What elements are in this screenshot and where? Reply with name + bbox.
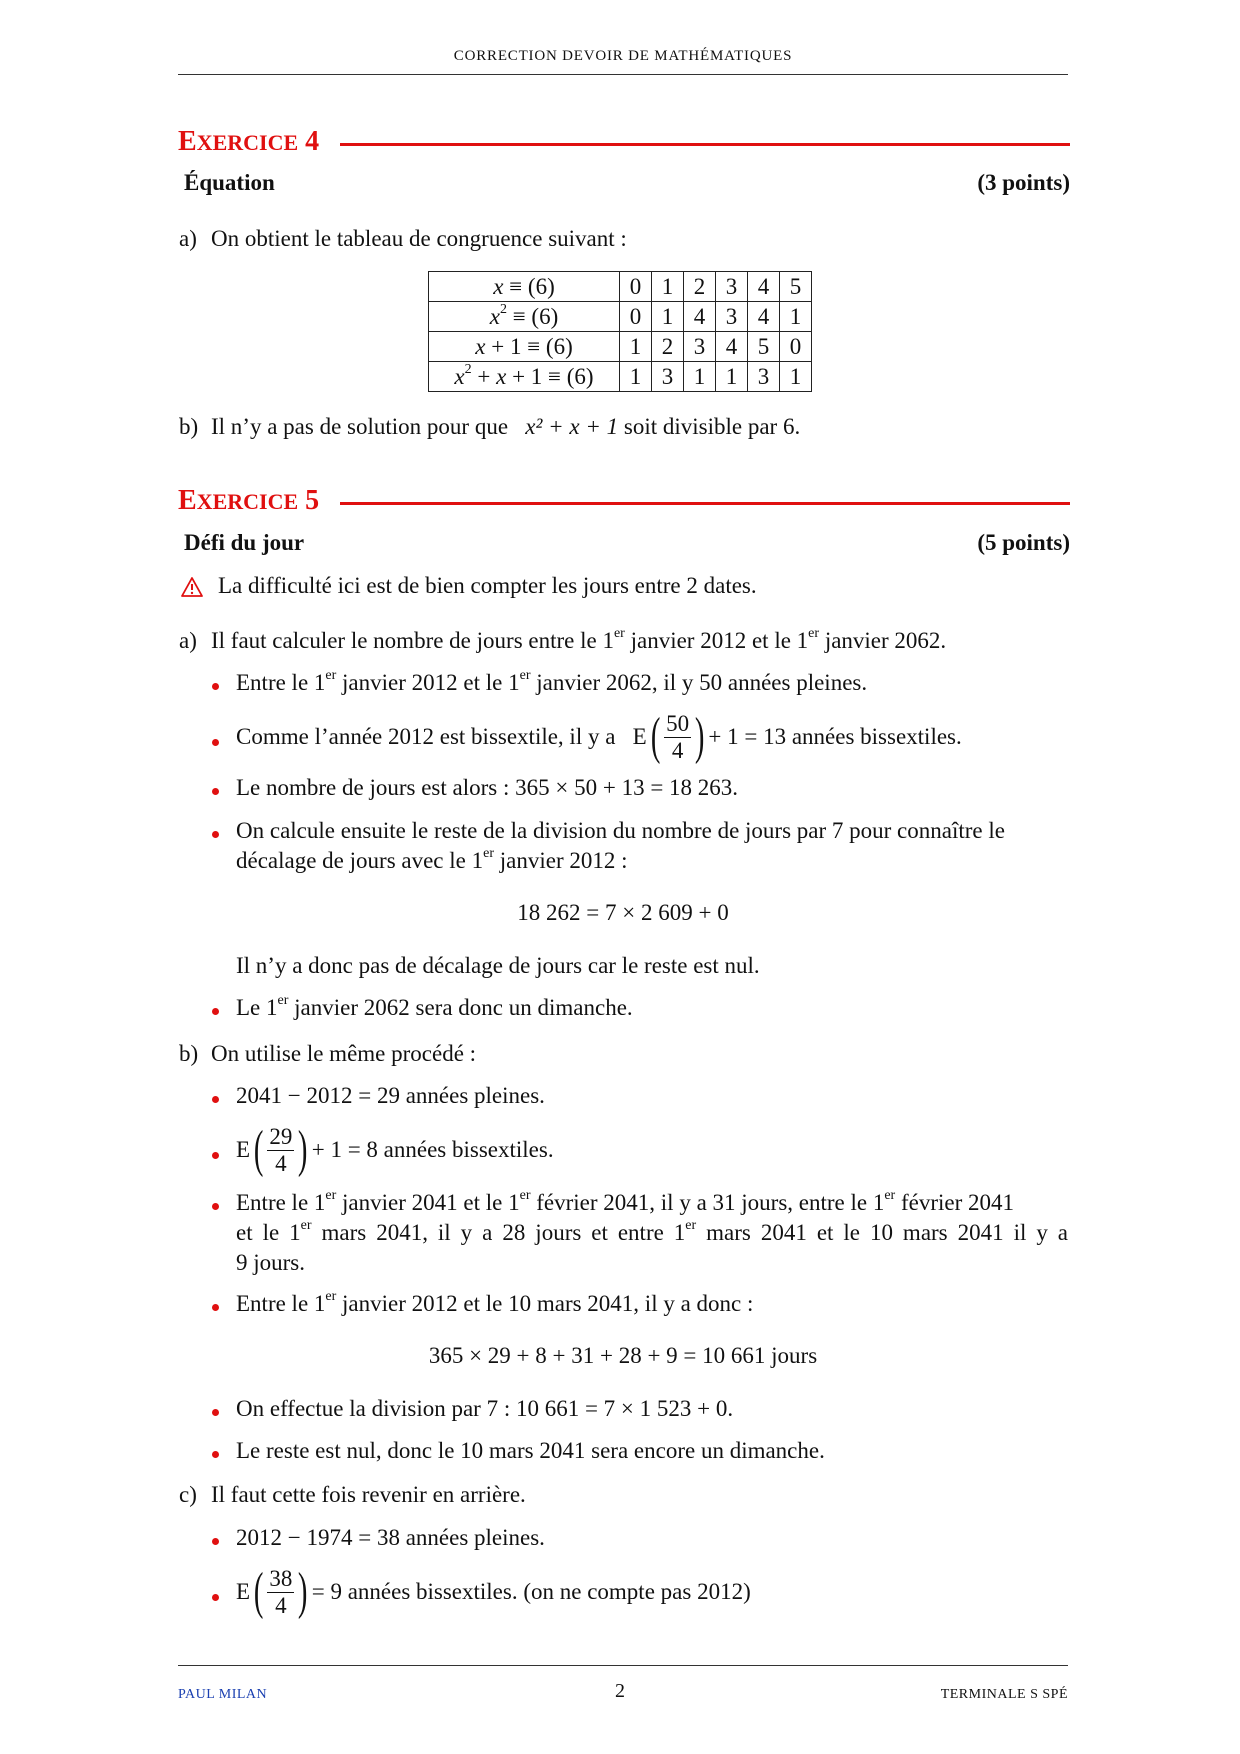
- table-row: [429, 332, 812, 362]
- table-cell: 4: [716, 332, 748, 362]
- table-cell: 3: [748, 362, 780, 392]
- ex5-a-label: a): [179, 628, 197, 653]
- ex5-b-text: On utilise le même procédé :: [211, 1041, 477, 1066]
- table-cell: 0: [780, 332, 812, 362]
- ex5-a-after-equation: Il n’y a donc pas de décalage de jours car le reste est nul.: [236, 953, 760, 978]
- table-row-label: x ≡ (6): [429, 272, 620, 302]
- bullet: [212, 831, 219, 838]
- table-cell: 1: [620, 362, 652, 392]
- ex5-b-bullet-4: Entre le 1er janvier 2012 et le 10 mars 2041, il y a donc :: [236, 1289, 754, 1316]
- table-cell: 4: [748, 302, 780, 332]
- bullet: [212, 1594, 219, 1601]
- ex4-b-text: Il n’y a pas de solution pour que x² + x + 1 soit divisible par 6.: [211, 414, 801, 439]
- table-cell: 3: [716, 302, 748, 332]
- bullet: [212, 1008, 219, 1015]
- table-row-label: $x^2 + x + 1 \equiv (6)$: [429, 362, 620, 392]
- exercise-5-subtitle: Défi du jour: [184, 530, 305, 555]
- table-cell: 1: [620, 332, 652, 362]
- ex5-b-bullet-2: E ( $\frac{29}{4}$ ) + 1 = 8 années bissextiles.: [236, 1121, 554, 1178]
- table-cell: 0: [620, 302, 652, 332]
- table-cell: 5: [780, 272, 812, 302]
- ex4-b-label: b): [179, 414, 199, 439]
- ex5-a-bullet-1: Entre le 1er janvier 2012 et le 1er janvier 2062, il y 50 années pleines.: [236, 668, 868, 695]
- bullet: [212, 1538, 219, 1545]
- ex5-a-bullet-3: Le nombre de jours est alors : 365 × 50 + 13 = 18 263.: [236, 775, 739, 800]
- table-cell: 1: [652, 272, 684, 302]
- ex5-a-bullet-4-line-2: décalage de jours avec le 1er janvier 2012 :: [236, 846, 628, 873]
- page-number: 2: [615, 1680, 625, 1702]
- table-row: [429, 362, 812, 392]
- table-cell: 3: [684, 332, 716, 362]
- table-cell: 1: [684, 362, 716, 392]
- warning-triangle-icon: [180, 576, 204, 604]
- ex5-a-bullet-2: Comme l’année 2012 est bissextile, il y a E ( $\frac{50}{4}$ ) + 1 = 13 années bissextiles.: [236, 708, 962, 765]
- ex5-c-text: Il faut cette fois revenir en arrière.: [211, 1482, 526, 1507]
- running-header: CORRECTION DEVOIR DE MATHÉMATIQUES: [453, 48, 793, 64]
- ex5-b-bullet-6: Le reste est nul, donc le 10 mars 2041 sera encore un dimanche.: [236, 1438, 825, 1463]
- table-cell: 2: [684, 272, 716, 302]
- ex5-c-label: c): [179, 1482, 197, 1507]
- ex5-a-bullet-5: Le 1er janvier 2062 sera donc un dimanche.: [236, 993, 633, 1020]
- bullet: [212, 1409, 219, 1416]
- bullet: [212, 739, 219, 746]
- ex5-b-bullet-1: 2041 − 2012 = 29 années pleines.: [236, 1083, 545, 1108]
- table-row: [429, 302, 812, 332]
- exercise-4-title: EXERCICE 4: [178, 126, 320, 157]
- exercise-4-points: (3 points): [977, 170, 1070, 195]
- ex5-a-equation: 18 262 = 7 × 2 609 + 0: [517, 900, 729, 925]
- ex4-a-label: a): [179, 226, 197, 251]
- ex4-a-text: On obtient le tableau de congruence suivant :: [211, 226, 627, 251]
- bullet: [212, 1096, 219, 1103]
- ex5-b-bullet-5: On effectue la division par 7 : 10 661 = 7 × 1 523 + 0.: [236, 1396, 734, 1421]
- header-rule: [178, 74, 1068, 75]
- bullet: [212, 1451, 219, 1458]
- bullet: [212, 1304, 219, 1311]
- ex5-a-text: Il faut calculer le nombre de jours entre le 1er janvier 2012 et le 1er janvier 2062.: [211, 626, 947, 653]
- table-cell: 1: [780, 302, 812, 332]
- ex5-b-bullet-3-line-3: 9 jours.: [236, 1250, 305, 1275]
- exercise-5-points: (5 points): [977, 530, 1070, 555]
- warning-text: La difficulté ici est de bien compter les jours entre 2 dates.: [218, 573, 757, 598]
- table-row-label: x + 1 ≡ (6): [429, 332, 620, 362]
- table-row-label: $x^2 \equiv (6)$: [429, 302, 620, 332]
- bullet: [212, 683, 219, 690]
- ex5-b-equation: 365 × 29 + 8 + 31 + 28 + 9 = 10 661 jours: [428, 1343, 818, 1368]
- table-cell: 4: [748, 272, 780, 302]
- table-cell: 4: [684, 302, 716, 332]
- ex5-b-label: b): [179, 1041, 199, 1066]
- ex5-b-bullet-3-line-1: Entre le 1er janvier 2041 et le 1er février 2041, il y a 31 jours, entre le 1er février 2041: [236, 1188, 1015, 1215]
- ex5-c-bullet-2: E ( $\frac{38}{4}$ ) = 9 années bissextiles. (on ne compte pas 2012): [236, 1563, 751, 1620]
- exercise-5-rule: [340, 502, 1070, 505]
- exercise-4-subtitle: Équation: [184, 170, 275, 195]
- exercise-4-rule: [340, 143, 1070, 146]
- footer-author: PAUL MILAN: [178, 1687, 268, 1702]
- table-cell: 1: [716, 362, 748, 392]
- footer-rule: [178, 1665, 1068, 1666]
- bullet: [212, 788, 219, 795]
- exercise-5-title: EXERCICE 5: [178, 485, 320, 516]
- table-cell: 0: [620, 272, 652, 302]
- ex5-a-bullet-4-line-1: On calcule ensuite le reste de la division du nombre de jours par 7 pour connaître le: [236, 818, 1005, 843]
- congruence-table: [428, 271, 812, 392]
- table-cell: 1: [780, 362, 812, 392]
- table-cell: 5: [748, 332, 780, 362]
- bullet: [212, 1152, 219, 1159]
- bullet: [212, 1203, 219, 1210]
- ex5-b-bullet-3-line-2: et le 1er mars 2041, il y a 28 jours et entre 1er mars 2041 et le 10 mars 2041 il y a: [236, 1218, 1069, 1245]
- table-row: [429, 272, 812, 302]
- table-cell: 1: [652, 302, 684, 332]
- table-cell: 3: [652, 362, 684, 392]
- footer-course: TERMINALE S SPÉ: [940, 1687, 1068, 1702]
- table-cell: 3: [716, 272, 748, 302]
- table-cell: 2: [652, 332, 684, 362]
- ex5-c-bullet-1: 2012 − 1974 = 38 années pleines.: [236, 1525, 545, 1550]
